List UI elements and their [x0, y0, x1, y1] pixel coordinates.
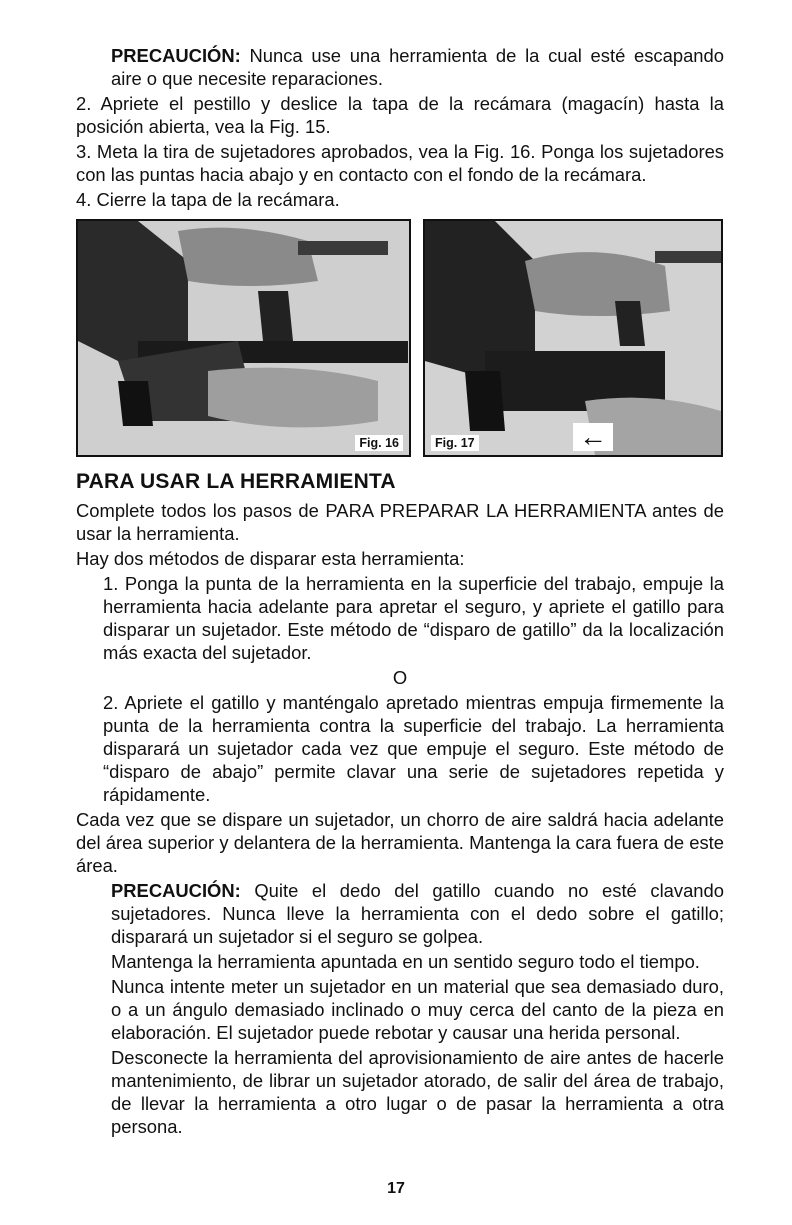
- caution-trigger: [111, 879, 724, 948]
- caution-air-leak: [111, 44, 724, 90]
- caution-label: PRECAUCIÓN:: [111, 45, 241, 66]
- caution-label: PRECAUCIÓN:: [111, 880, 241, 901]
- figure-16: [76, 219, 411, 457]
- warning-disconnect-air: Desconecte la herramienta del aprovisionamiento de aire antes de hacerle mantenimiento, de librar un sujetador atorado, de salir del área de trabajo, de llevar la herramienta a otro lugar o de pasar la herramienta a otra persona.: [111, 1047, 724, 1137]
- figure-17: [423, 219, 723, 457]
- section-intro: Complete todos los pasos de PARA PREPARAR LA HERRAMIENTA antes de usar la herramienta.: [76, 500, 724, 544]
- page-number: 17: [387, 1180, 405, 1197]
- fig-17-label: Fig. 17: [431, 435, 479, 451]
- warning-point-safe: Mantenga la herramienta apuntada en un sentido seguro todo el tiempo.: [111, 951, 700, 972]
- manual-page: [76, 44, 724, 1140]
- method-1: 1. Ponga la punta de la herramienta en la superficie del trabajo, empuje la herramienta hacia adelante para apretar el seguro, y apriete el gatillo para disparar un sujetador. Este método de “disparo de gatillo” da la localización más exacta del sujetador.: [103, 573, 724, 663]
- methods-intro: Hay dos métodos de disparar esta herramienta:: [76, 548, 465, 569]
- air-blast-note: Cada vez que se dispare un sujetador, un chorro de aire saldrá hacia adelante del área superior y delantera de la herramienta. Mantenga la cara fuera de este área.: [76, 809, 724, 876]
- nailer-closed-photo: [425, 221, 721, 455]
- step-3: 3. Meta la tira de sujetadores aprobados, vea la Fig. 16. Ponga los sujetadores con las puntas hacia abajo y en contacto con el fondo de la recámara.: [76, 141, 724, 185]
- figure-row: [76, 219, 724, 459]
- method-2: 2. Apriete el gatillo y manténgalo apretado mientras empuja firmemente la punta de la herramienta contra la superficie del trabajo. La herramienta disparará un sujetador cada vez que empuje el seguro. Este método de “disparo de abajo” permite clavar una serie de sujetadores repetida y rápidamente.: [103, 692, 724, 805]
- nailer-loading-photo: [78, 221, 409, 455]
- direction-arrow-icon: ←: [573, 423, 613, 451]
- or-separator: O: [392, 667, 408, 688]
- warning-hard-material: Nunca intente meter un sujetador en un material que sea demasiado duro, o a un ángulo demasiado inclinado o muy cerca del canto de la pieza en elaboración. El sujetador puede rebotar y causar una herida personal.: [111, 976, 724, 1043]
- caution-text: Nunca use una herramienta de la cual esté escapando aire o que necesite reparaciones.: [111, 45, 724, 89]
- caution-text: Quite el dedo del gatillo cuando no esté clavando sujetadores. Nunca lleve la herramienta con el dedo sobre el gatillo; disparará un sujetador si el seguro se golpea.: [111, 880, 724, 947]
- fig-16-label: Fig. 16: [355, 435, 403, 451]
- section-title: PARA USAR LA HERRAMIENTA: [76, 470, 396, 493]
- step-2: 2. Apriete el pestillo y deslice la tapa de la recámara (magacín) hasta la posición abierta, vea la Fig. 15.: [76, 93, 724, 137]
- step-4: 4. Cierre la tapa de la recámara.: [76, 189, 340, 210]
